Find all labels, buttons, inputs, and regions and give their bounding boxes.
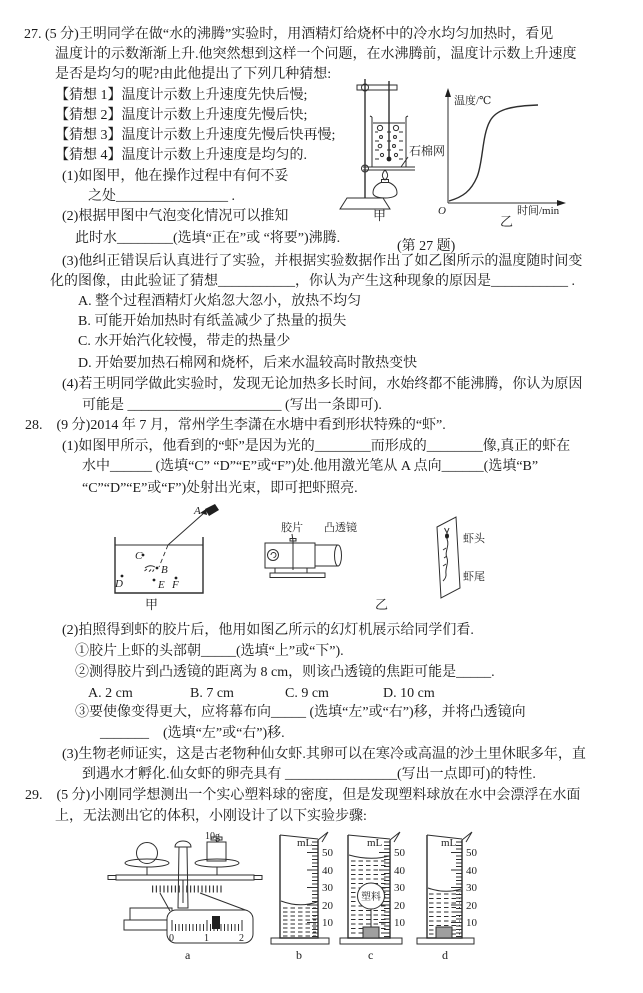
step-c-label: c [368, 948, 374, 962]
cylinder-b [271, 832, 334, 962]
q27-part3-line2: 化的图像，由此验证了猜想___________，你认为产生这种现象的原因是___________ . [50, 274, 575, 289]
q28-figure [95, 500, 500, 615]
q27-option-b: B. 可能开始加热时有纸盖减少了热量的损失 [78, 314, 347, 329]
q27-guess-2: 【猜想 2】温度计示数上升速度先慢后快; [55, 108, 308, 123]
point-b-label: B [161, 564, 168, 576]
tick-c-40: 40 [394, 865, 405, 877]
q29-head-line1: 29. (5 分)小刚同学想测出一个实心塑料球的密度，但是发现塑料球放在水中会漂浮在水面 [25, 788, 581, 803]
q28-choice-b: B. 7 cm [190, 686, 234, 701]
callout-line-right [200, 893, 248, 911]
q28-sub3-line2: _______ (选填“左”或“右”)移. [100, 726, 285, 741]
graph-x-axis-label: 时间/min [517, 205, 560, 217]
cylinder-d [417, 832, 478, 962]
q28-part3-line2: 到遇水才孵化.仙女虾的卵壳具有 ________________(写出一点即可)的特性. [82, 767, 536, 782]
point-a-label: A [194, 505, 201, 517]
q28-choice-c: C. 9 cm [285, 686, 329, 701]
q27-part3-line1: (3)他纠正错误后认真进行了实验，并根据实验数据作出了如乙图所示的温度随时间变 [62, 254, 583, 269]
tick-b-20: 20 [322, 900, 333, 912]
tick-b-50: 50 [322, 847, 333, 859]
q28-choice-a: A. 2 cm [88, 686, 133, 701]
q27-head-line3: 是否是均匀的呢?由此他提出了下列几种猜想: [55, 67, 332, 82]
q27-subfigure-yi-label: 乙 [500, 214, 514, 229]
point-d-label: D [115, 578, 123, 590]
q27-option-c: C. 水开始汽化较慢，带走的热量少 [78, 334, 291, 349]
q28-part1-line3: “C”“D”“E”或“F”)处射出光束，即可把虾照亮. [82, 481, 358, 496]
ruler-1: 1 [204, 933, 209, 944]
q28-sub3-line1: ③要使像变得更大，应将幕布向_____ (选填“左”或“右”)移，并将凸透镜向 [75, 705, 526, 720]
film-label: 胶片 [281, 522, 303, 534]
q27-guess-3: 【猜想 3】温度计示数上升速度先慢后快再慢; [55, 128, 336, 143]
ml-unit-c: mL [367, 837, 383, 849]
heating-curve [449, 105, 538, 201]
q27-head-line1: 27. (5 分)王明同学在做“水的沸腾”实验时，用酒精灯给烧杯中的冷水均匀加热时，看见 [24, 27, 554, 42]
tick-c-50: 50 [394, 847, 405, 859]
q27-guess-1: 【猜想 1】温度计示数上升速度先快后慢; [55, 88, 308, 103]
tick-c-20: 20 [394, 900, 405, 912]
tick-b-40: 40 [322, 865, 333, 877]
sinker-c [363, 927, 379, 938]
temperature-time-graph [438, 88, 566, 229]
q29-head-line2: 上，无法测出它的体积，小刚设计了以下实验步骤: [55, 809, 367, 824]
rider-marker [212, 916, 220, 929]
step-a-label: a [185, 948, 191, 962]
shrimp-head-label: 虾头 [463, 533, 485, 545]
q29-figure [100, 830, 505, 975]
step-b-label: b [296, 948, 302, 962]
sinker-d [436, 927, 452, 938]
q28-choice-d: D. 10 cm [383, 686, 435, 701]
tick-c-10: 10 [394, 917, 405, 929]
weight-label: 10g [205, 831, 220, 842]
q27-part1-line2: 之处________________ . [88, 189, 235, 204]
projection-screen [437, 517, 460, 598]
shrimp-tail-label: 虾尾 [463, 571, 485, 583]
tick-d-50: 50 [466, 847, 477, 859]
tick-b-10: 10 [322, 917, 333, 929]
tick-d-40: 40 [466, 865, 477, 877]
ruler-2: 2 [239, 933, 244, 944]
water-surface-c [349, 855, 389, 858]
water-surface-d [428, 888, 461, 891]
q28-head-line: 28. (9 分)2014 年 7 月，常州学生李潇在水塘中看到形状特殊的“虾”. [25, 418, 446, 433]
shrimp-sketch [145, 566, 156, 572]
q27-option-a: A. 整个过程酒精灯火焰忽大忽小，放热不均匀 [78, 294, 362, 309]
q27-part4-line2: 可能是 ______________________ (写出一条即可). [82, 398, 382, 413]
q28-part1-line1: (1)如图甲所示，他看到的“虾”是因为光的________而形成的________像,真正的虾在 [62, 439, 571, 454]
incident-ray [168, 513, 204, 545]
rider-scale-callout [167, 910, 253, 944]
q27-part1-line1: (1)如图甲，他在操作过程中有何不妥 [62, 169, 289, 184]
ruler-0: 0 [169, 933, 174, 944]
cylinder-c [340, 832, 406, 962]
balance-scale [108, 837, 262, 944]
tick-d-30: 30 [466, 882, 477, 894]
tick-b-30: 30 [322, 882, 333, 894]
point-f-label: F [172, 579, 179, 591]
graph-origin-label: O [438, 205, 446, 217]
q27-option-d: D. 开始要加热石棉网和烧杯，后来水温较高时散热变快 [78, 356, 418, 371]
q27-part2-line2: 此时水________(选填“正在”或 “将要”)沸腾. [75, 231, 341, 246]
ml-unit-b: mL [297, 837, 313, 849]
tick-c-30: 30 [394, 882, 405, 894]
q27-part2-line1: (2)根据甲图中气泡变化情况可以推知 [62, 209, 289, 224]
q27-head-line2: 温度计的示数渐渐上升.他突然想到这样一个问题，在水沸腾前，温度计示数上升速度 [55, 47, 577, 62]
slide-projector [265, 539, 342, 578]
tick-d-20: 20 [466, 900, 477, 912]
q28-sub2-line: ②测得胶片到凸透镜的距离为 8 cm，则该凸透镜的焦距可能是_____. [75, 665, 495, 680]
q28-subfigure-yi-label: 乙 [375, 597, 389, 612]
point-c-label: C [135, 550, 143, 562]
thermometer [387, 81, 392, 161]
q27-part4-line1: (4)若王明同学做此实验时，发现无论加热多长时间，水始终都不能沸腾，你认为原因 [62, 377, 583, 392]
water-surface-b [281, 901, 317, 905]
plastic-ball-on-pan [137, 843, 158, 864]
point-e-label: E [158, 579, 165, 591]
step-d-label: d [442, 948, 448, 962]
screen-shrimp-head [445, 533, 449, 539]
tick-d-10: 10 [466, 917, 477, 929]
underwater-points [114, 550, 179, 591]
q28-sub1-line: ①胶片上虾的头部朝_____(选填“上”或“下”). [75, 644, 344, 659]
q27-figure-caption: (第 27 题) [397, 239, 456, 254]
q27-subfigure-jia-label: 甲 [373, 208, 387, 223]
q28-subfigure-jia-label: 甲 [145, 597, 159, 612]
q28-part1-line2: 水中______ (选填“C” “D”“E”或“F”)处.他用激光笔从 A 点向______(选填“B” [82, 459, 539, 474]
ml-unit-d: mL [441, 837, 457, 849]
q28-part3-line1: (3)生物老师证实，这是古老物种仙女虾.其卵可以在寒冷或高温的沙土里休眠多年，直 [62, 747, 586, 762]
q28-part2-line: (2)拍照得到虾的胶片后，他用如图乙所示的幻灯机展示给同学们看. [62, 623, 474, 638]
graph-y-axis-label: 温度/℃ [454, 95, 492, 107]
convex-lens-label: 凸透镜 [324, 522, 357, 534]
q27-guess-4: 【猜想 4】温度计示数上升速度是均匀的. [55, 148, 307, 163]
film-leader-line [292, 534, 293, 541]
asbestos-net-label: 石棉网 [409, 144, 446, 158]
alcohol-lamp [373, 170, 397, 198]
plastic-ball-label: 塑料 [361, 892, 381, 903]
q27-figure [335, 75, 585, 250]
iron-stand [340, 79, 415, 209]
